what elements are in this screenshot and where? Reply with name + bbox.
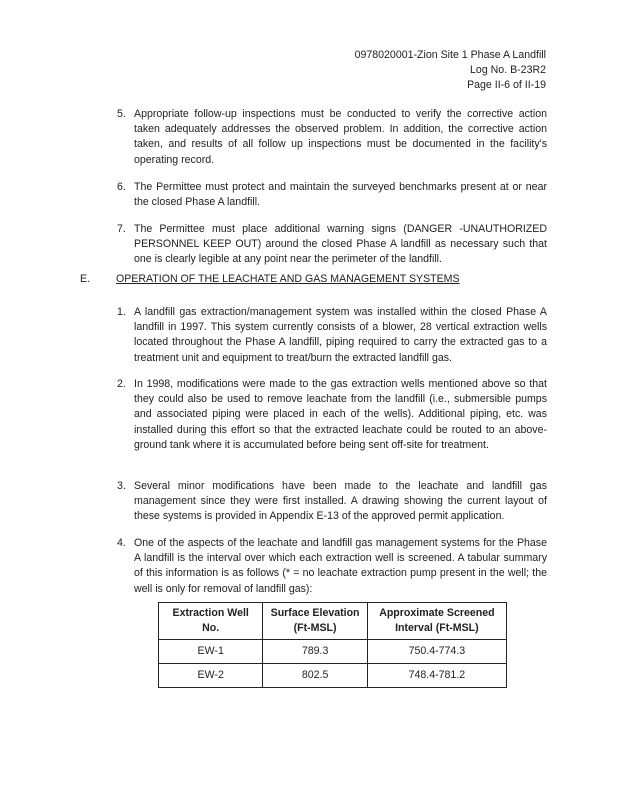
table-cell-interval: 748.4-781.2	[367, 664, 506, 688]
table-cell-interval: 750.4-774.3	[367, 640, 506, 664]
list-item-6: 6. The Permittee must protect and maintain the surveyed benchmarks present at or near the closed Phase A landfill.	[117, 181, 547, 209]
column-header-surface-elevation: Surface Elevation (Ft-MSL)	[263, 603, 367, 640]
list-item-5: 5. Appropriate follow-up inspections must be conducted to verify the corrective action taken adequately addresses the observed problem. In addition, the corrective action taken, and results of all follow up inspections must be documented in the facility's operating record.	[117, 108, 547, 166]
page-number: Page II-6 of II-19	[467, 79, 546, 91]
table-row	[159, 664, 507, 688]
list-item-7: 7. The Permittee must place additional warning signs (DANGER -UNAUTHORIZED PERSONNEL KEEP OUT) around the closed Phase A landfill as necessary such that one is clearly legible at any point near the perimeter of the landfill.	[117, 223, 547, 266]
table-cell-elevation: 789.3	[263, 640, 367, 664]
page-header	[355, 48, 546, 93]
section-title: OPERATION OF THE LEACHATE AND GAS MANAGEMENT SYSTEMS	[116, 273, 460, 285]
table-cell-elevation: 802.5	[263, 664, 367, 688]
table-cell-well: EW-2	[159, 664, 263, 688]
table-header-row	[159, 603, 507, 640]
list-item-e3: 3. Several minor modifications have been made to the leachate and landfill gas management since they were first installed. A drawing showing the current layout of these systems is provided in Appendix E-13 of the approved permit application.	[117, 480, 547, 523]
section-letter: E.	[80, 273, 91, 285]
list-item-e1: 1. A landfill gas extraction/management system was installed within the closed Phase A landfill in 1997. This system currently consists of a blower, 28 vertical extraction wells located throughout the Phase A landfill, piping required to carry the extracted gas to a treatment unit and equipment to treat/burn the extracted landfill gas.	[117, 306, 547, 364]
list-item-e4: 4. One of the aspects of the leachate and landfill gas management systems for the Phase A landfill is the interval over which each extraction well is screened. A tabular summary of this information is as follows (* = no leachate extraction pump present in the well; the well is only for removal of landfill gas):	[117, 537, 547, 595]
table-row	[159, 640, 507, 664]
table-cell-well: EW-1	[159, 640, 263, 664]
column-header-screened-interval: Approximate Screened Interval (Ft-MSL)	[367, 603, 506, 640]
document-id: 0978020001-Zion Site 1 Phase A Landfill	[354, 49, 546, 61]
log-number: Log No. B-23R2	[470, 64, 546, 76]
extraction-well-table	[158, 602, 507, 688]
list-item-e2: 2. In 1998, modifications were made to the gas extraction wells mentioned above so that they could also be used to remove leachate from the landfill (i.e., submersible pumps and associated piping were placed in each of the wells). Additional piping, etc. was installed during this effort so that the extracted leachate could be routed to an above-ground tank where it is accumulated before being sent off-site for treatment.	[117, 378, 547, 451]
column-header-well-no: Extraction Well No.	[159, 603, 263, 640]
